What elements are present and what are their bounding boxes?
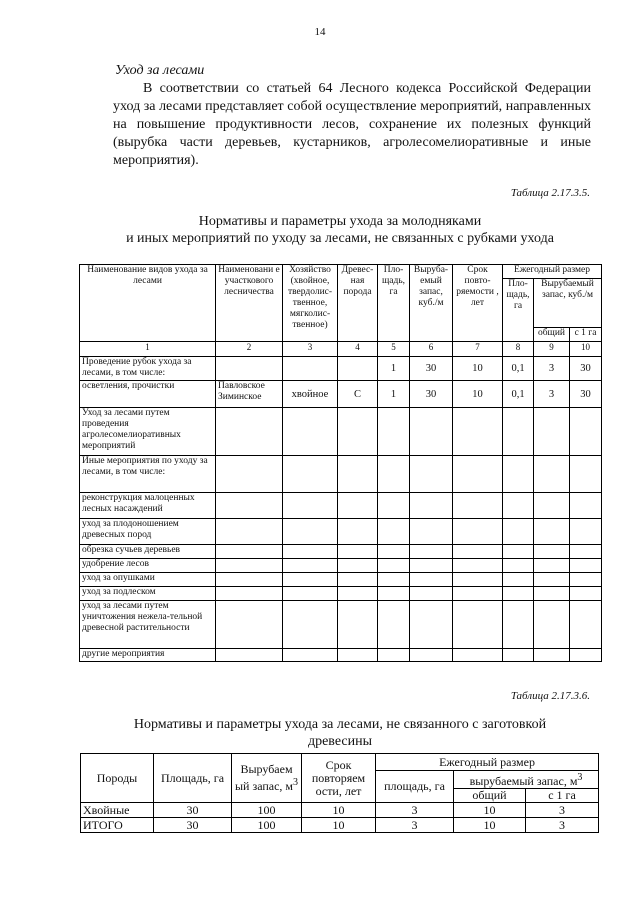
cell-per-ha: [570, 408, 602, 456]
cell-per-ha: [570, 573, 602, 587]
cell-forestry: [216, 357, 283, 381]
col-number: 9: [534, 342, 570, 357]
table-forest-care-norms: [79, 264, 602, 662]
cell-per-ha: [570, 601, 602, 649]
cell-total: [534, 559, 570, 573]
cell-area: [378, 601, 410, 649]
cell-forestry: [216, 601, 283, 649]
col-header-period: Срок повторяем ости, лет: [302, 754, 376, 803]
cell-care-type: удобрение лесов: [80, 559, 216, 573]
col-header-annual-volume: вырубаемый запас, $м^3$: [454, 771, 599, 789]
cell-annual-area: [503, 493, 534, 519]
table-row: [80, 456, 602, 493]
col-header-total: общий: [534, 328, 570, 342]
cell-period: [453, 573, 503, 587]
cell-forestry: [216, 573, 283, 587]
cell-farm: [283, 559, 338, 573]
cell-forestry: [216, 587, 283, 601]
table-row: [80, 381, 602, 408]
table-row: [80, 357, 602, 381]
cell-per-ha: [570, 493, 602, 519]
cell-farm: хвойное: [283, 381, 338, 408]
cell-species: [338, 545, 378, 559]
cell-area: 1: [378, 381, 410, 408]
col-header-per-ha: с 1 га: [526, 789, 599, 803]
cell-species: Хвойные: [81, 803, 154, 818]
cell-forestry: [216, 408, 283, 456]
cell-per-ha: 3: [526, 803, 599, 818]
cell-annual-area: [503, 456, 534, 493]
cell-period: 10: [453, 381, 503, 408]
cell-total: 10: [454, 818, 526, 833]
cell-volume: [410, 573, 453, 587]
cell-volume: [410, 408, 453, 456]
cell-period: 10: [453, 357, 503, 381]
cell-annual-area: 0,1: [503, 357, 534, 381]
table1-title-line1: Нормативы и параметры ухода за молодняками: [198, 214, 482, 229]
col-header-volume: Выруба-емый запас, куб./м: [410, 265, 453, 342]
cell-volume: [410, 587, 453, 601]
cell-forestry: Павловское Зиминское: [216, 381, 283, 408]
table-row: [80, 587, 602, 601]
cell-farm: [283, 573, 338, 587]
col-number: 3: [283, 342, 338, 357]
cell-farm: [283, 545, 338, 559]
table2-title-line1: Нормативы и параметры ухода за лесами, не связанного с заготовкой: [133, 717, 547, 732]
cell-species: ИТОГО: [81, 818, 154, 833]
cell-volume: [410, 519, 453, 545]
cell-area: 30: [154, 818, 232, 833]
cell-per-ha: [570, 456, 602, 493]
cell-per-ha: [570, 559, 602, 573]
cell-total: [534, 601, 570, 649]
cell-area: 1: [378, 357, 410, 381]
cell-species: [338, 493, 378, 519]
cell-area: [378, 649, 410, 662]
cell-care-type: уход за плодоношением древесных пород: [80, 519, 216, 545]
cell-annual-area: 3: [376, 803, 454, 818]
cell-volume: [410, 456, 453, 493]
cell-total: [534, 649, 570, 662]
section-heading: Уход за лесами: [115, 63, 205, 78]
cell-species: [338, 519, 378, 545]
col-header-forestry: Наименовани е участкового лесничества: [216, 265, 283, 342]
cell-care-type: Уход за лесами путем проведения агролесомелиоративных мероприятий: [80, 408, 216, 456]
table-row: [80, 408, 602, 456]
cell-species: [338, 456, 378, 493]
cell-period: [453, 587, 503, 601]
cell-total: 3: [534, 357, 570, 381]
table-row: [80, 573, 602, 587]
cell-species: [338, 601, 378, 649]
cell-total: [534, 456, 570, 493]
body-paragraph: В соответствии со статьей 64 Лесного кодекса Российской Федерации уход за лесами представляет собой осуществление мероприятий, направленных на повышение продуктивности лесов, сохранение их полезных функций (вырубка части деревьев, кустарников, агролесомелиоративные и иные мероприятия).: [113, 81, 591, 168]
cell-total: [534, 408, 570, 456]
col-header-period: Срок повто-ряемости , лет: [453, 265, 503, 342]
cell-per-ha: [570, 519, 602, 545]
cell-volume: [410, 601, 453, 649]
page-number: 14: [314, 26, 326, 38]
col-header-annual-area: Пло-щадь, га: [503, 279, 534, 342]
col-header-farm: Хозяйство (хвойное, твердолис-твенное, мягколис-твенное): [283, 265, 338, 342]
cell-total: 3: [534, 381, 570, 408]
cell-farm: [283, 456, 338, 493]
table1-title: [100, 213, 580, 247]
col-header-volume: Вырубаем ый запас, $м^3$: [232, 754, 302, 803]
cell-care-type: другие мероприятия: [80, 649, 216, 662]
cell-species: [338, 408, 378, 456]
table-row: [80, 519, 602, 545]
cell-volume: [410, 649, 453, 662]
cell-area: [378, 573, 410, 587]
cell-volume: 30: [410, 381, 453, 408]
cell-care-type: осветления, прочистки: [80, 381, 216, 408]
col-header-total: общий: [454, 789, 526, 803]
col-number: 8: [503, 342, 534, 357]
cell-per-ha: 30: [570, 381, 602, 408]
cell-per-ha: [570, 587, 602, 601]
cell-annual-area: [503, 573, 534, 587]
table-row: [80, 545, 602, 559]
cell-volume: [410, 493, 453, 519]
cell-total: [534, 493, 570, 519]
table-row: [80, 601, 602, 649]
col-header-area: Пло-щадь, га: [378, 265, 410, 342]
cell-species: [338, 649, 378, 662]
cell-farm: [283, 601, 338, 649]
cell-total: [534, 519, 570, 545]
cell-forestry: [216, 456, 283, 493]
cell-care-type: реконструкция малоценных лесных насаждений: [80, 493, 216, 519]
cell-species: [338, 573, 378, 587]
cell-forestry: [216, 519, 283, 545]
col-number: 1: [80, 342, 216, 357]
cell-care-type: Иные мероприятия по уходу за лесами, в том числе:: [80, 456, 216, 493]
cell-forestry: [216, 493, 283, 519]
cell-per-ha: [570, 545, 602, 559]
cell-period: 10: [302, 803, 376, 818]
cell-period: [453, 649, 503, 662]
cell-farm: [283, 408, 338, 456]
cell-species: [338, 559, 378, 573]
col-header-annual: Ежегодный размер: [376, 754, 599, 771]
cell-period: [453, 456, 503, 493]
table-nonharvest-care-norms: [80, 753, 599, 833]
cell-total: [534, 573, 570, 587]
table-row: [81, 803, 599, 818]
cell-annual-area: [503, 601, 534, 649]
cell-per-ha: [570, 649, 602, 662]
table2-caption: Таблица 2.17.3.6.: [510, 690, 590, 702]
cell-volume: [410, 559, 453, 573]
col-number: 5: [378, 342, 410, 357]
cell-area: 30: [154, 803, 232, 818]
cell-annual-area: [503, 587, 534, 601]
cell-area: [378, 408, 410, 456]
col-number: 7: [453, 342, 503, 357]
cell-area: [378, 456, 410, 493]
col-header-annual-area: площадь, га: [376, 771, 454, 803]
cell-period: [453, 559, 503, 573]
cell-period: [453, 408, 503, 456]
cell-area: [378, 519, 410, 545]
cell-period: [453, 545, 503, 559]
table1-title-line2: и иных мероприятий по уходу за лесами, не связанных с рубками ухода: [126, 231, 554, 246]
table-row: [80, 493, 602, 519]
cell-care-type: уход за подлеском: [80, 587, 216, 601]
cell-forestry: [216, 559, 283, 573]
table1-caption: Таблица 2.17.3.5.: [510, 187, 590, 199]
col-header-care-type: Наименование видов ухода за лесами: [80, 265, 216, 342]
table-row: [81, 818, 599, 833]
cell-per-ha: 3: [526, 818, 599, 833]
cell-area: [378, 493, 410, 519]
cell-care-type: уход за опушками: [80, 573, 216, 587]
cell-period: [453, 601, 503, 649]
cell-per-ha: 30: [570, 357, 602, 381]
table-row: [80, 649, 602, 662]
cell-forestry: [216, 649, 283, 662]
cell-total: [534, 587, 570, 601]
cell-farm: [283, 649, 338, 662]
col-number: 10: [570, 342, 602, 357]
col-header-species: Древес-ная порода: [338, 265, 378, 342]
col-header-annual: Ежегодный размер: [503, 265, 602, 279]
cell-area: [378, 559, 410, 573]
cell-care-type: уход за лесами путем уничтожения нежела-тельной древесной растительности: [80, 601, 216, 649]
cell-total: [534, 545, 570, 559]
cell-species: [338, 587, 378, 601]
cell-volume: [410, 545, 453, 559]
cell-species: [338, 357, 378, 381]
col-number: 2: [216, 342, 283, 357]
cell-farm: [283, 357, 338, 381]
cell-annual-area: [503, 649, 534, 662]
cell-farm: [283, 493, 338, 519]
table-row: [80, 559, 602, 573]
cell-volume: 100: [232, 803, 302, 818]
cell-annual-area: [503, 545, 534, 559]
cell-care-type: Проведение рубок ухода за лесами, в том числе:: [80, 357, 216, 381]
col-number: 4: [338, 342, 378, 357]
cell-farm: [283, 519, 338, 545]
cell-area: [378, 545, 410, 559]
col-number: 6: [410, 342, 453, 357]
cell-forestry: [216, 545, 283, 559]
col-header-species: Породы: [81, 754, 154, 803]
cell-species: С: [338, 381, 378, 408]
cell-volume: 100: [232, 818, 302, 833]
cell-total: 10: [454, 803, 526, 818]
cell-farm: [283, 587, 338, 601]
cell-area: [378, 587, 410, 601]
col-header-annual-volume: Вырубаемый запас, куб./м: [534, 279, 602, 328]
cell-annual-area: [503, 408, 534, 456]
cell-volume: 30: [410, 357, 453, 381]
cell-period: 10: [302, 818, 376, 833]
cell-care-type: обрезка сучьев деревьев: [80, 545, 216, 559]
col-header-per-ha: с 1 га: [570, 328, 602, 342]
col-header-area: Площадь, га: [154, 754, 232, 803]
cell-period: [453, 493, 503, 519]
cell-annual-area: 3: [376, 818, 454, 833]
table2-title-line2: древесины: [307, 734, 373, 749]
cell-annual-area: [503, 559, 534, 573]
table2-title: [100, 716, 580, 750]
cell-annual-area: 0,1: [503, 381, 534, 408]
cell-period: [453, 519, 503, 545]
cell-annual-area: [503, 519, 534, 545]
